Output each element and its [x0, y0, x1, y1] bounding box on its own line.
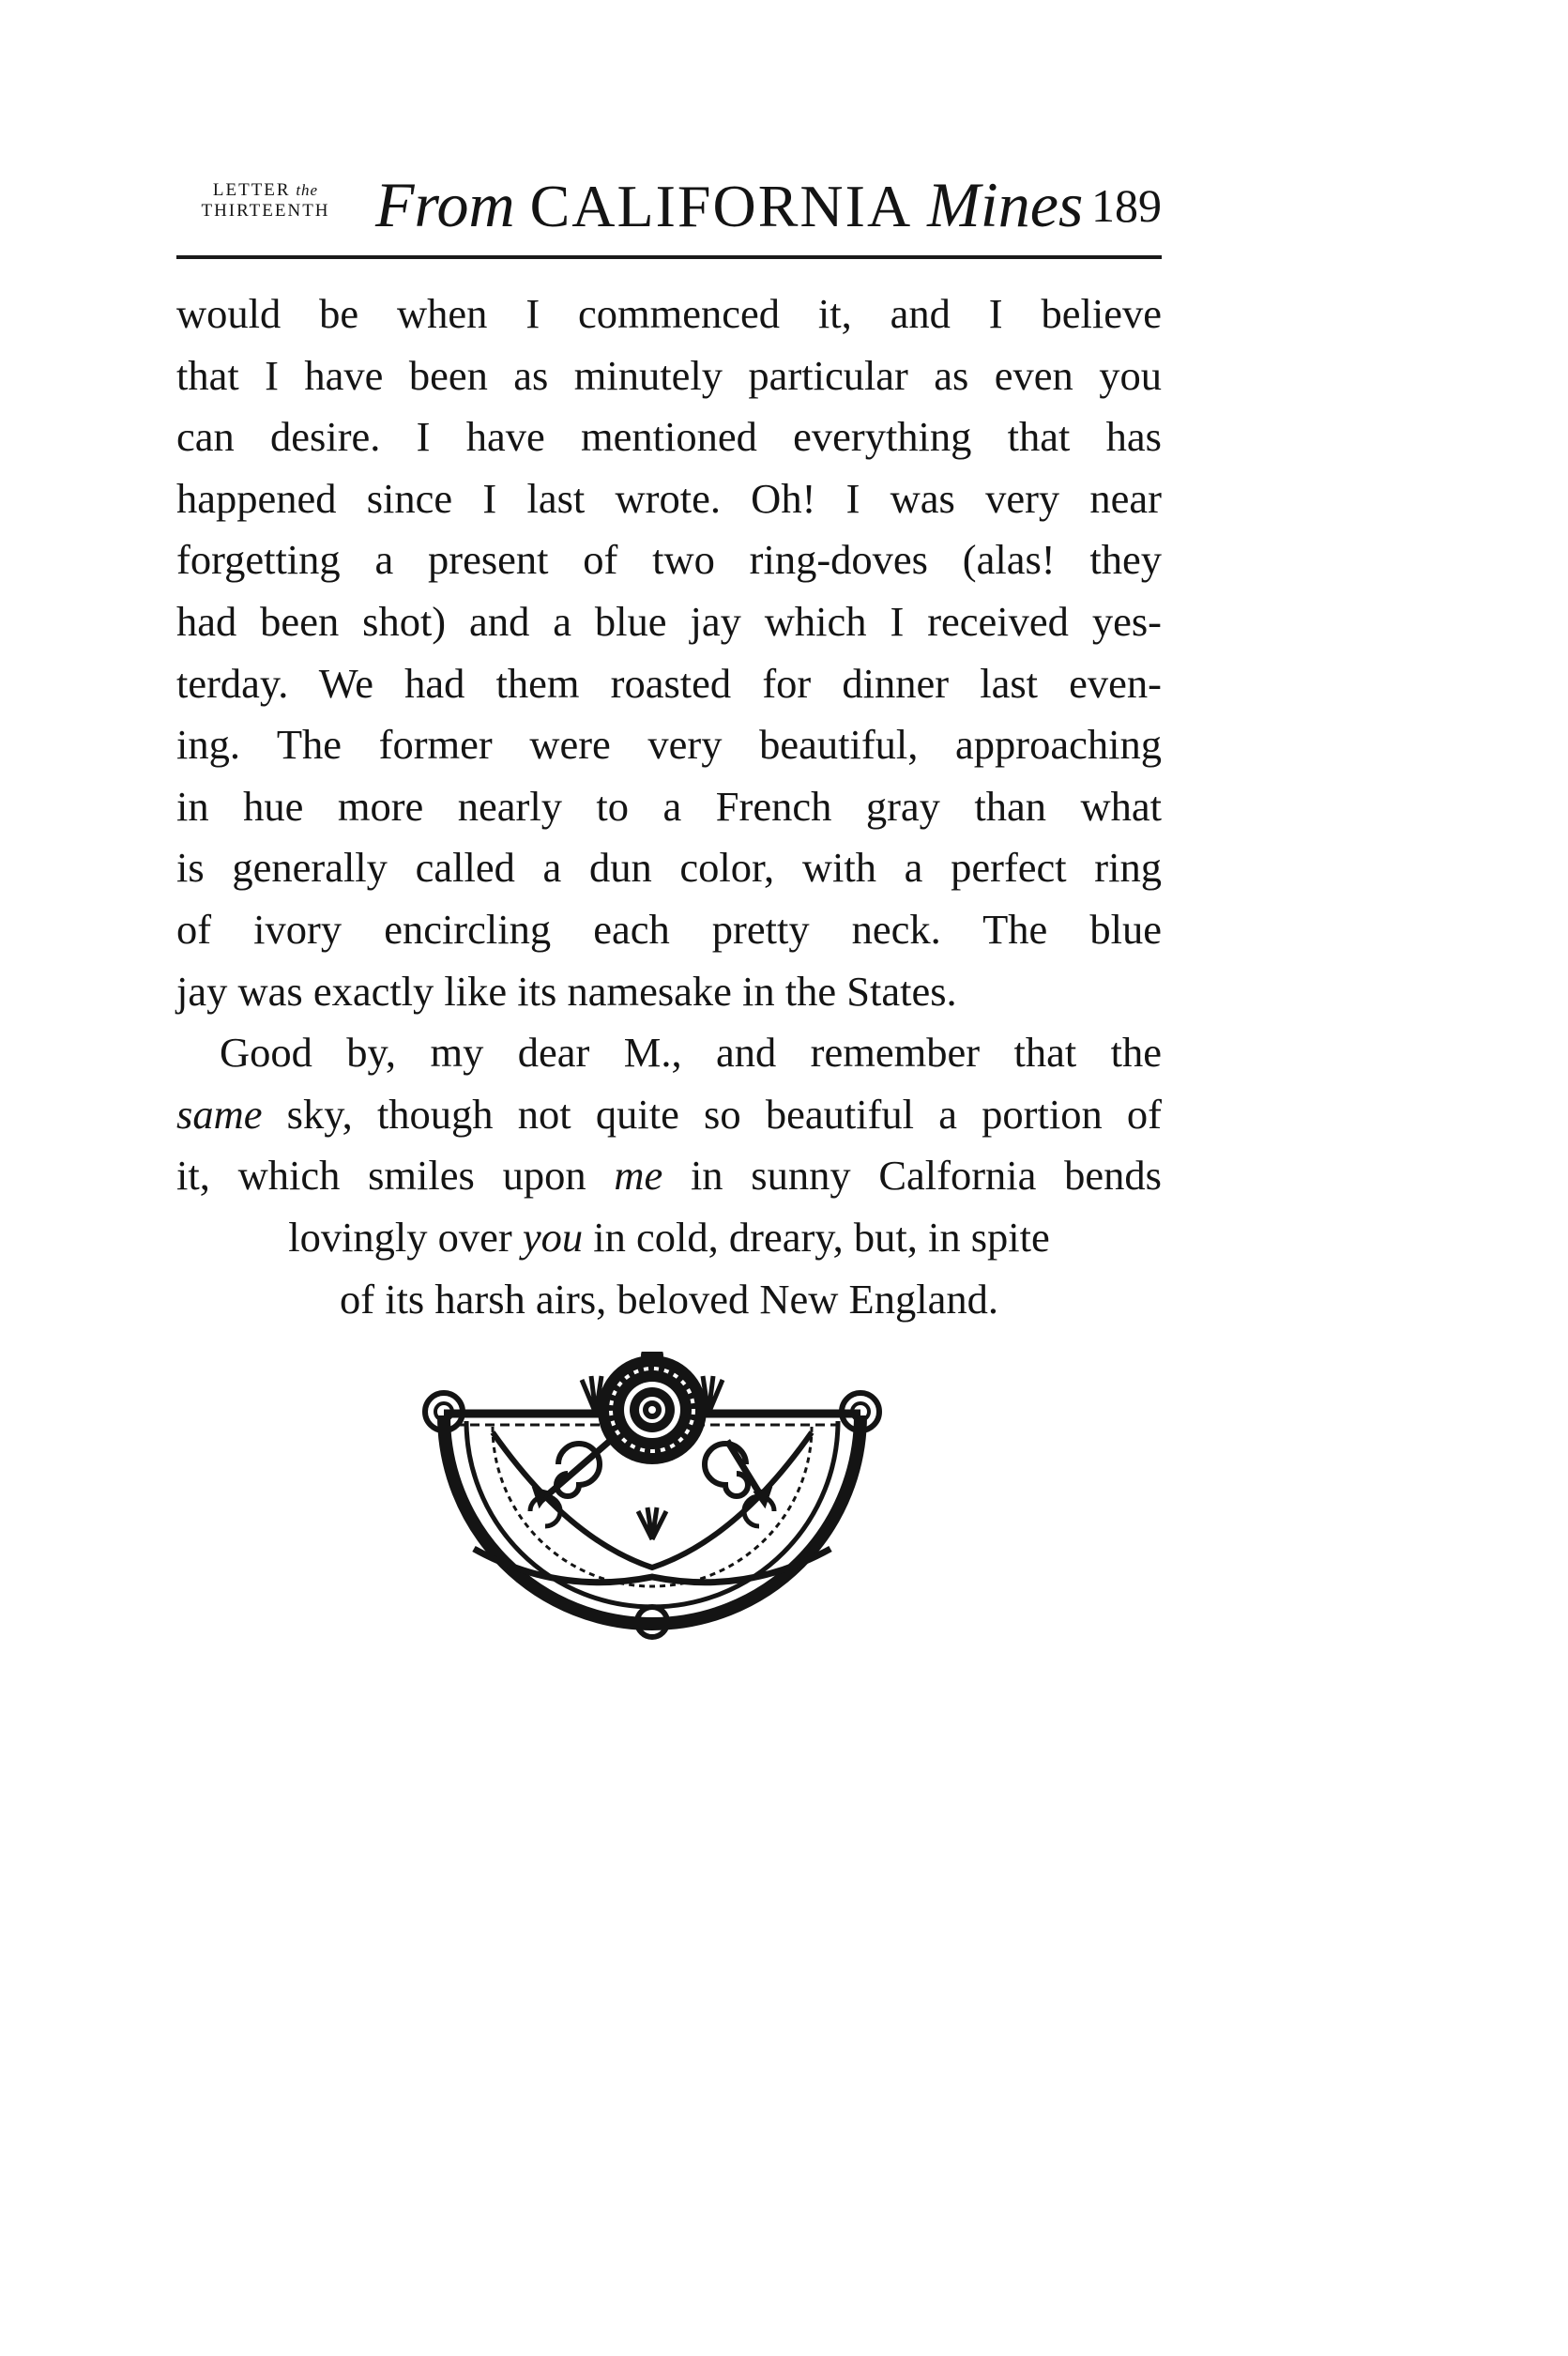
text-line — [176, 1207, 1162, 1269]
text-line: is generally called a dun color, with a perfect ring — [176, 844, 1162, 892]
letter-the: the — [296, 181, 319, 199]
text-line: can desire. I have mentioned everything that has — [176, 413, 1162, 461]
running-title — [375, 169, 1083, 242]
italic-word: you — [522, 1213, 584, 1261]
text-line: in hue more nearly to a French gray than what — [176, 782, 1162, 830]
text-line: terday. We had them roasted for dinner last even- — [176, 659, 1162, 707]
running-head — [176, 169, 1162, 244]
title-from: From — [375, 169, 515, 240]
text-line — [176, 1084, 1162, 1146]
text-line: happened since I last wrote. Oh! I was very near — [176, 474, 1162, 522]
text-line: ing. The former were very beautiful, approaching — [176, 721, 1162, 769]
text-line: would be when I commenced it, and I believe — [176, 290, 1162, 337]
text-line — [176, 1145, 1162, 1207]
decorative-tailpiece-icon — [418, 1352, 887, 1643]
italic-word: same — [176, 1090, 263, 1138]
letter-word: LETTER — [212, 180, 291, 200]
letter-number: THIRTEENTH — [201, 201, 330, 221]
text-line: forgetting a present of two ring-doves (alas! they — [176, 536, 1162, 584]
text-line: jay was exactly like its namesake in the States. — [176, 967, 957, 1015]
text-line: Good by, my dear M., and remember that the — [220, 1029, 1162, 1077]
text-line: of its harsh airs, beloved New England. — [340, 1275, 998, 1323]
page-number: 189 — [1091, 179, 1162, 232]
title-mines: Mines — [927, 169, 1084, 240]
title-california: CALIFORNIA — [529, 173, 913, 239]
header-rule — [176, 255, 1162, 259]
letter-label — [176, 180, 355, 222]
text-line: of ivory encircling each pretty neck. The blue — [176, 905, 1162, 953]
text-run: in cold, dreary, but, in spite — [583, 1213, 1050, 1261]
text-run: it, which smiles upon — [176, 1152, 615, 1200]
text-run: sky, though not quite so beautiful a portion of — [262, 1090, 1162, 1138]
italic-word: me — [614, 1152, 663, 1200]
text-line: that I have been as minutely particular as even you — [176, 351, 1162, 399]
text-run: lovingly over — [288, 1213, 523, 1261]
text-line: had been shot) and a blue jay which I received yes- — [176, 597, 1162, 645]
text-run: in sunny Calfornia bends — [662, 1152, 1162, 1200]
body-text — [176, 283, 1162, 1330]
